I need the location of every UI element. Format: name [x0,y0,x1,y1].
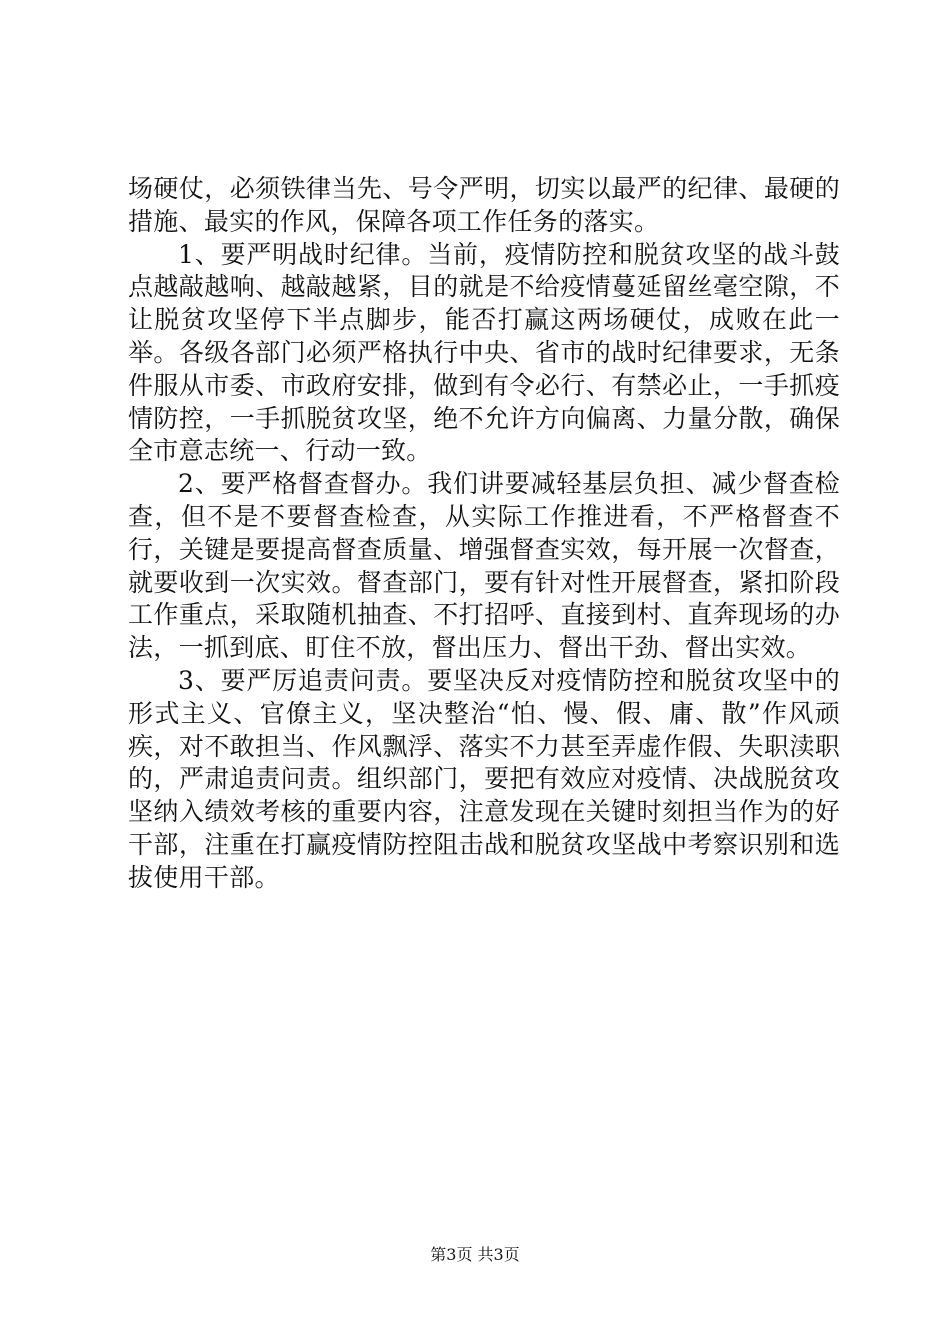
paragraph-strict-accountability: 3、要严厉追责问责。要坚决反对疫情防控和脱贫攻坚中的形式主义、官僚主义，坚决整治“怕、慢、假、庸、散”作风顽疾，对不敢担当、作风飘浮、落实不力甚至弄虚作假、失职渎职的，严肃追责问责。组织部门，要把有效应对疫情、决战脱贫攻坚纳入绩效考核的重要内容，注意发现在关键时刻担当作为的好干部，注重在打赢疫情防控阻击战和脱贫攻坚战中考察识别和选拔使用干部。 [128,665,840,892]
paragraph-strict-supervision: 2、要严格督查督办。我们讲要减轻基层负担、减少督查检查，但不是不要督查检查，从实际工作推进看，不严格督查不行，关键是要提高督查质量、增强督查实效，每开展一次督查，就要收到一次实效。督查部门，要有针对性开展督查，紧扣阶段工作重点，采取随机抽查、不打招呼、直接到村、直奔现场的办法，一抓到底、盯住不放，督出压力、督出干劲、督出实效。 [128,469,840,663]
paragraph-strict-wartime-discipline: 1、要严明战时纪律。当前，疫情防控和脱贫攻坚的战斗鼓点越敲越响、越敲越紧，目的就是不给疫情蔓延留丝毫空隙，不让脱贫攻坚停下半点脚步，能否打赢这两场硬仗，成败在此一举。各级各部门必须严格执行中央、省市的战时纪律要求，无条件服从市委、市政府安排，做到有令必行、有禁必止，一手抓疫情防控，一手抓脱贫攻坚，绝不允许方向偏离、力量分散，确保全市意志统一、行动一致。 [128,239,840,466]
page-footer: 第3页 共3页 [430,1245,520,1264]
paragraph-continuation: 场硬仗，必须铁律当先、号令严明，切实以最严的纪律、最硬的措施、最实的作风，保障各项工作任务的落实。 [128,174,840,236]
document-body [128,173,840,895]
